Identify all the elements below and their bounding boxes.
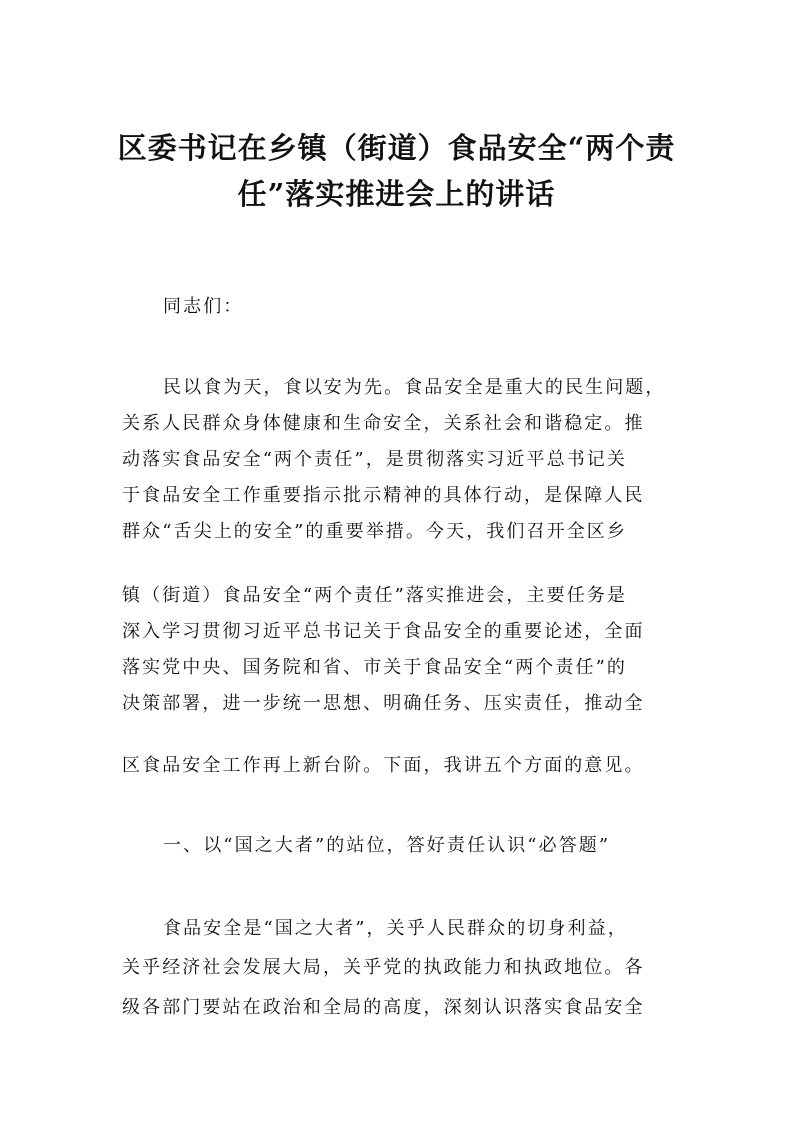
paragraph-line: 于食品安全工作重要指示批示精神的具体行动，是保障人民 <box>122 485 645 506</box>
paragraph-line: 动落实食品安全“两个责任”，是贯彻落实习近平总书记关 <box>122 449 628 470</box>
paragraph-line: 落实党中央、国务院和省、市关于食品安全“两个责任”的 <box>122 657 628 678</box>
paragraph-line: 区食品安全工作再上新台阶。下面，我讲五个方面的意见。 <box>122 755 645 776</box>
paragraph-line: 深入学习贯彻习近平总书记关于食品安全的重要论述，全面 <box>122 621 645 642</box>
section-1-heading: 一、以“国之大者”的站位，答好责任认识“必答题” <box>163 835 611 856</box>
paragraph-line: 关系人民群众身体健康和生命安全，关系社会和谐稳定。推 <box>122 413 645 434</box>
paragraph-line: 镇（街道）食品安全“两个责任”落实推进会，主要任务是 <box>122 585 628 606</box>
paragraph-line: 民以食为天，食以安为先。食品安全是重大的民生问题， <box>163 377 666 398</box>
document-title-line-2: 任”落实推进会上的讲话 <box>237 177 556 211</box>
paragraph-line: 食品安全是“国之大者”，关乎人民群众的切身利益， <box>163 918 628 939</box>
paragraph-line: 群众“舌尖上的安全”的重要举措。今天，我们召开全区乡 <box>122 521 628 542</box>
paragraph-line: 级各部门要站在政治和全局的高度，深刻认识落实食品安全 <box>122 997 645 1018</box>
paragraph-line: 决策部署，进一步统一思想、明确任务、压实责任，推动全 <box>122 693 645 714</box>
document-title-line-1: 区委书记在乡镇（街道）食品安全“两个责 <box>117 131 676 165</box>
salutation: 同志们： <box>163 296 244 317</box>
paragraph-line: 关乎经济社会发展大局，关乎党的执政能力和执政地位。各 <box>122 957 645 978</box>
